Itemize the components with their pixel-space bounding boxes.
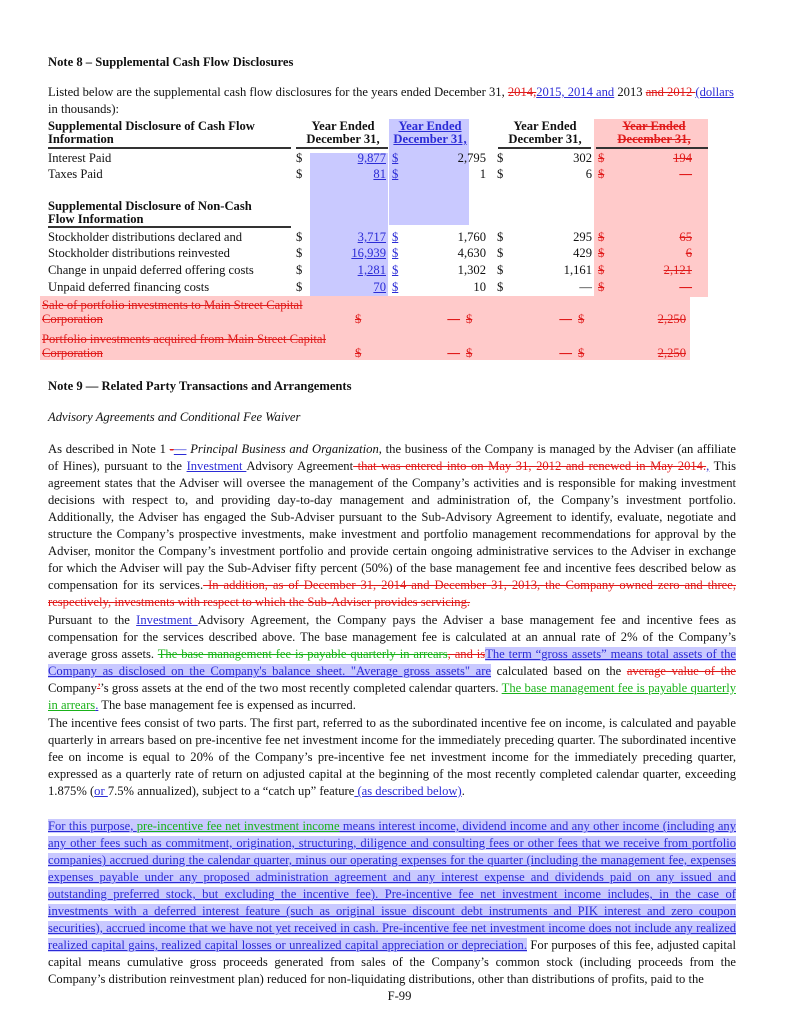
value-cell: — [579, 280, 592, 294]
value-cell: 10 [473, 280, 486, 294]
divider [596, 147, 708, 149]
value-cell: — [447, 312, 460, 326]
value-cell: 1,281 [357, 263, 386, 277]
insertion: The term “gross assets” means total assets of the Company as disclosed on the Company's balance sheet. "Average gross assets" are [48, 647, 736, 678]
currency-symbol: $ [296, 280, 303, 294]
value-cell: 2,121 [663, 263, 692, 277]
value-cell: 1 [479, 167, 486, 181]
currency-symbol: $ [598, 263, 605, 277]
text: Company [48, 681, 97, 695]
currency-symbol: $ [355, 312, 362, 326]
row-label: Sale of portfolio investments to Main Street Capital [42, 298, 303, 312]
currency-symbol: $ [598, 280, 605, 294]
deletion: - [169, 442, 174, 456]
intro-text: 2013 [614, 85, 646, 99]
currency-symbol: $ [392, 246, 399, 260]
row-label: Taxes Paid [48, 167, 103, 181]
currency-symbol: $ [392, 230, 399, 244]
row-label: Unpaid deferred financing costs [48, 280, 210, 294]
currency-symbol: $ [466, 346, 473, 360]
insertion: means interest income, dividend income and any other income (including any any other fees such as commitment, origination, structuring, diligence and consulting fees or other fees that we receive from portfolio companies) accrued during the calendar quarter, minus our operating expenses for the quarter (including the management fee, expenses expenses payable under any proposed administration agreement and any interest expense and dividends paid on any issued and outstanding preferred stock, but excluding the incentive fee). Pre-incentive fee net investment income includes, in the case of investments with a deferred interest feature (such as original issue discount debt instruments and PIK interest and zero coupon securities), accrued income that we have not yet received in cash. Pre-incentive fee net investment income does not include any realized realized capital gains, realized capital losses or unrealized capital appreciation or depreciation. [48, 819, 737, 952]
divider [48, 147, 291, 149]
currency-symbol: $ [392, 167, 399, 181]
text: Pursuant to the [48, 613, 137, 627]
currency-symbol: $ [296, 151, 303, 165]
insertion: or [94, 784, 108, 798]
text: The incentive fees consist of two parts. The first part, referred to as the subordinated incentive fee on income, is calculated and payable quarterly in arrears based on pre-incentive fee net investment income for the immediately preceding quarter. The subordinated incentive fee on income is equal to 20% of the Company’s pre-incentive fee net investment income for the immediately preceding quarter, expressed as a quarterly rate of return on adjusted capital at the beginning of the most recently completed calendar quarter, exceeding 1.875% ( [48, 716, 736, 798]
insertion: Investment [136, 613, 198, 627]
intro-deletion: 2014, [507, 85, 537, 99]
value-cell: 429 [573, 246, 592, 260]
value-cell: 9,877 [357, 151, 386, 165]
currency-symbol: $ [578, 346, 585, 360]
currency-symbol: $ [578, 312, 585, 326]
currency-symbol: $ [497, 263, 504, 277]
value-cell: 70 [373, 280, 386, 294]
row-label: Stockholder distributions declared and [48, 230, 243, 244]
paragraph-incentive-fees [48, 715, 736, 800]
value-cell: 6 [685, 246, 692, 260]
value-cell: 302 [573, 151, 592, 165]
divider [498, 147, 591, 149]
value-cell: 2,250 [657, 312, 686, 326]
divider [296, 147, 388, 149]
currency-symbol: $ [497, 246, 504, 260]
text: Advisory Agreement, the Company pays the Adviser a base management fee and incentive fees as compensation for the services described above. The base management fee is calculated at an annual rate of 2% of the Company’s average gross assets. [48, 613, 736, 661]
table-section1-header: Supplemental Disclosure of Cash Flow Information [48, 119, 255, 146]
value-cell: 2,795 [457, 151, 486, 165]
paragraph-pre-incentive [48, 818, 736, 988]
table-section2-header: Supplemental Disclosure of Non-Cash Flow Information [48, 199, 252, 226]
currency-symbol: $ [355, 346, 362, 360]
text: , the business of the Company is managed by the Adviser (an affiliate of Hines), pursuant to the [48, 442, 736, 473]
col-header-deleted: Year Ended December 31, [617, 119, 691, 146]
currency-symbol: $ [598, 230, 605, 244]
value-cell: 295 [573, 230, 592, 244]
currency-symbol: $ [598, 167, 605, 181]
value-cell: — [559, 346, 572, 360]
intro-insertion: 2015, 2014 and [536, 85, 615, 99]
currency-symbol: $ [296, 246, 303, 260]
value-cell: — [447, 346, 460, 360]
divider [48, 226, 291, 228]
deletion: In addition, as of December 31, 2014 and December 31, 2013, the Company owned zero and three, respectively, investments with respect to which the Sub-Adviser provides servicing. [48, 578, 736, 609]
text: The base management fee is expensed as incurred. [98, 698, 356, 712]
value-cell: 16,939 [351, 246, 386, 260]
value-cell: 1,760 [457, 230, 486, 244]
note8-title: Note 8 – Supplemental Cash Flow Disclosures [48, 55, 294, 69]
currency-symbol: $ [598, 151, 605, 165]
row-label: Corporation [42, 346, 103, 360]
text: Advisory Agreement [246, 459, 354, 473]
value-cell: 1,161 [563, 263, 592, 277]
paragraph-advisory [48, 441, 736, 611]
insertion: For this purpose, [48, 819, 137, 833]
row-label: Portfolio investments acquired from Main Street Capital [42, 332, 326, 346]
insertion: , [706, 459, 710, 473]
insertion: Investment [186, 459, 247, 473]
currency-symbol: $ [296, 230, 303, 244]
value-cell: 65 [679, 230, 692, 244]
value-cell: 3,717 [357, 230, 386, 244]
italic-text: Principal Business and Organization [186, 442, 379, 456]
row-label: Interest Paid [48, 151, 112, 165]
note9-title: Note 9 — Related Party Transactions and Arrangements [48, 379, 352, 393]
currency-symbol: $ [598, 246, 605, 260]
moved-insertion: The base management fee is payable quarterly in arrears [48, 681, 736, 712]
row-label: Change in unpaid deferred offering costs [48, 263, 254, 277]
currency-symbol: $ [497, 230, 504, 244]
currency-symbol: $ [392, 280, 399, 294]
value-cell: 6 [585, 167, 592, 181]
value-cell: 1,302 [457, 263, 486, 277]
currency-symbol: $ [497, 167, 504, 181]
value-cell: 4,630 [457, 246, 486, 260]
value-cell: 2,250 [657, 346, 686, 360]
currency-symbol: $ [497, 280, 504, 294]
insertion: . [95, 698, 99, 712]
deletion: , and is [447, 647, 486, 661]
moved-insertion: pre-incentive fee net investment income [136, 819, 340, 833]
intro-deletion: and 2012 [645, 85, 696, 99]
value-cell: — [679, 167, 692, 181]
value-cell: — [559, 312, 572, 326]
insertion: — [173, 442, 187, 456]
text: This agreement states that the Adviser will oversee the management of the Company’s activities and is responsible for making investment decisions with respect to, and providing day-to-day management and administration of, the Company’s investment portfolio. Additionally, the Adviser has engaged the Sub-Adviser pursuant to the Sub-Advisory Agreement to identify, evaluate, negotiate and structure the Company’s prospective investments, make investment and portfolio management recommendations for approval by the Adviser, monitor the Company’s investment portfolio and provide certain ongoing administrative services to the Adviser in exchange for which the Adviser will pay the Sub-Adviser fifty percent (50%) of the base management fee and incentive fees described below as compensation for its services. [48, 459, 736, 592]
deletion: average value of the [626, 664, 736, 678]
moved-deletion: The base management fee is payable quarterly in arrears [157, 647, 448, 661]
col-header-2013: Year Ended December 31, [508, 119, 582, 146]
text: As described in Note 1 [48, 442, 170, 456]
currency-symbol: $ [296, 263, 303, 277]
row-label: Corporation [42, 312, 103, 326]
deletion: that was entered into on May 31, 2012 and renewed in May 2014. [353, 459, 707, 473]
intro-text: in thousands): [48, 102, 120, 116]
page-number: F-99 [387, 989, 412, 1003]
value-cell: 81 [373, 167, 386, 181]
currency-symbol: $ [392, 263, 399, 277]
currency-symbol: $ [497, 151, 504, 165]
text: For purposes of this fee, adjusted capital capital means cumulative gross proceeds generated from sales of the Company’s common stock (including proceeds from the Company’s distribution reinvestment plan) reduced for non-liquidating distributions, other than distributions of profits, paid to the [48, 938, 736, 986]
value-cell: 194 [673, 151, 692, 165]
currency-symbol: $ [296, 167, 303, 181]
value-cell: — [679, 280, 692, 294]
intro-insertion: (dollars [695, 85, 734, 99]
text: . [461, 784, 465, 798]
text: ’s gross assets at the end of the two most recently completed calendar quarters. [100, 681, 502, 695]
paragraph-base-fee [48, 612, 736, 714]
currency-symbol: $ [466, 312, 473, 326]
intro-text: Listed below are the supplemental cash flow disclosures for the years ended December 31, [48, 85, 508, 99]
text: 7.5% annualized), subject to a “catch up” feature [107, 784, 355, 798]
text: calculated based on the [491, 664, 627, 678]
insertion: (as described below) [354, 784, 462, 798]
currency-symbol: $ [392, 151, 399, 165]
deletion: ’ [96, 681, 101, 695]
col-header-inserted: Year Ended December 31, [393, 119, 467, 146]
note9-subtitle: Advisory Agreements and Conditional Fee Waiver [48, 410, 301, 424]
note8-intro [48, 84, 738, 118]
col-header-2015: Year Ended December 31, [306, 119, 380, 146]
row-label: Stockholder distributions reinvested [48, 246, 230, 260]
